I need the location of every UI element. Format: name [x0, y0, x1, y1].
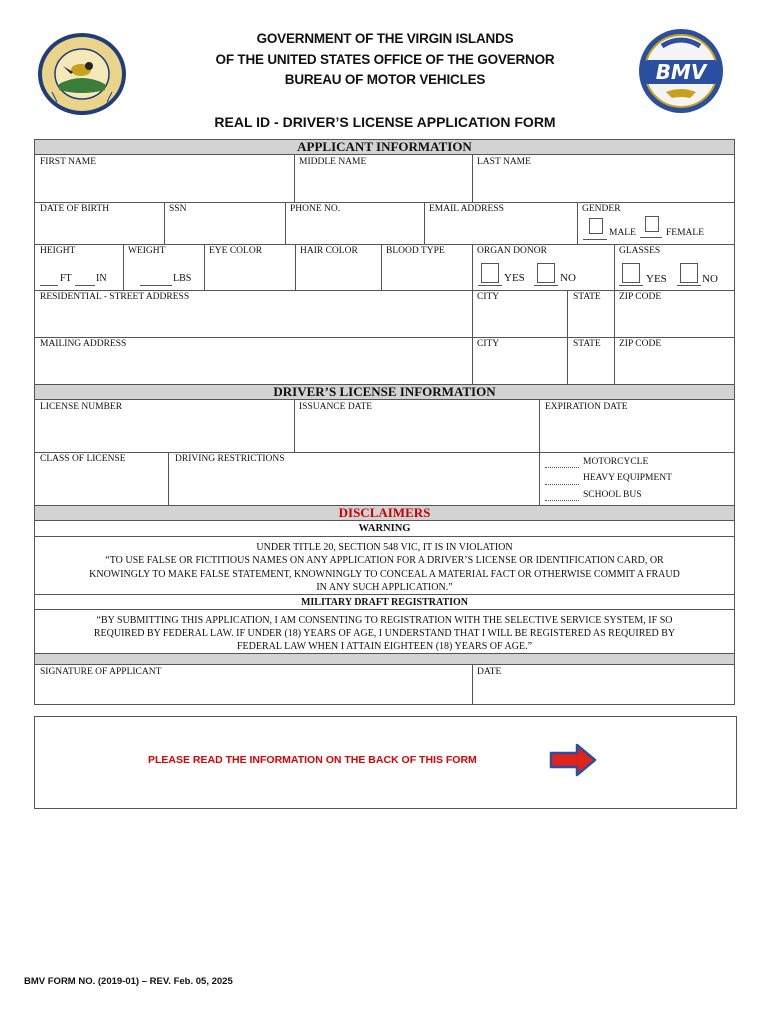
signature-label: SIGNATURE OF APPLICANT	[40, 667, 162, 677]
residential-state-label: STATE	[573, 292, 601, 302]
organ-donor-no-checkbox[interactable]	[537, 263, 555, 283]
warning-line-4: IN ANY SUCH APPLICATION.”	[316, 582, 453, 593]
school-bus-blank[interactable]	[545, 500, 579, 501]
male-checkbox[interactable]	[589, 218, 603, 234]
warning-line-2: “TO USE FALSE OR FICTITIOUS NAMES ON ANY APPLICATION FOR A DRIVER’S LICENSE OR IDENTIFICATION CARD, OR	[105, 555, 664, 566]
class-of-license-field[interactable]	[36, 467, 166, 503]
ssn-field[interactable]	[166, 216, 283, 242]
eye-color-label: EYE COLOR	[209, 246, 263, 256]
residential-address-field[interactable]	[36, 305, 470, 335]
school-bus-label: SCHOOL BUS	[583, 490, 642, 500]
issuance-date-field[interactable]	[296, 415, 537, 450]
header-line-3: BUREAU OF MOTOR VEHICLES	[284, 72, 486, 87]
motorcycle-label: MOTORCYCLE	[583, 457, 649, 467]
military-line-1: “BY SUBMITTING THIS APPLICATION, I AM CONSENTING TO REGISTRATION WITH THE SELECTIVE SERVICE SYSTEM, IF SO	[96, 615, 673, 626]
organ-donor-no-label: NO	[560, 272, 576, 284]
first-name-label: FIRST NAME	[40, 157, 97, 167]
class-of-license-label: CLASS OF LICENSE	[40, 454, 126, 464]
mailing-zip-label: ZIP CODE	[619, 339, 662, 349]
gender-label: GENDER	[582, 204, 621, 214]
military-line-2: REQUIRED BY FEDERAL LAW. IF UNDER (18) YEARS OF AGE, I UNDERSTAND THAT I WILL BE REGISTERED AS REQUIRED BY	[93, 628, 676, 639]
weight-field[interactable]	[140, 270, 172, 286]
middle-name-field[interactable]	[296, 170, 470, 200]
svg-text:BMV: BMV	[655, 60, 707, 84]
hair-color-label: HAIR COLOR	[300, 246, 358, 256]
last-name-field[interactable]	[474, 170, 732, 200]
dob-label: DATE OF BIRTH	[40, 204, 110, 214]
email-label: EMAIL ADDRESS	[429, 204, 504, 214]
disclaimers-section-header: DISCLAIMERS	[35, 505, 734, 521]
hair-color-field[interactable]	[297, 258, 379, 288]
header-line-1: GOVERNMENT OF THE VIRGIN ISLANDS	[256, 31, 514, 46]
driving-restrictions-label: DRIVING RESTRICTIONS	[175, 454, 285, 464]
issuance-date-label: ISSUANCE DATE	[299, 402, 373, 412]
phone-label: PHONE NO.	[290, 204, 341, 214]
heavy-equipment-label: HEAVY EQUIPMENT	[583, 473, 672, 483]
right-arrow-icon	[549, 743, 597, 777]
organ-donor-yes-checkbox[interactable]	[481, 263, 499, 283]
applicant-section-header: APPLICANT INFORMATION	[35, 139, 734, 155]
eye-color-field[interactable]	[206, 258, 293, 288]
mailing-address-field[interactable]	[36, 352, 470, 382]
mailing-address-label: MAILING ADDRESS	[40, 339, 127, 349]
header-line-2: OF THE UNITED STATES OFFICE OF THE GOVERNOR	[215, 52, 555, 67]
blood-type-label: BLOOD TYPE	[386, 246, 445, 256]
glasses-label: GLASSES	[619, 246, 661, 256]
residential-state-field[interactable]	[569, 305, 612, 335]
license-number-field[interactable]	[36, 415, 292, 450]
notice-text: PLEASE READ THE INFORMATION ON THE BACK OF THIS FORM	[148, 754, 477, 766]
expiration-date-label: EXPIRATION DATE	[545, 402, 628, 412]
email-field[interactable]	[426, 216, 575, 242]
signature-field[interactable]	[36, 679, 470, 703]
weight-label: WEIGHT	[128, 246, 166, 256]
warning-line-3: KNOWINGLY TO MAKE FALSE STATEMENT, KNOWNINGLY TO CONCEAL A MATERIAL FACT OR OTHERWISE COMMIT A FRAUD	[89, 569, 680, 580]
residential-zip-label: ZIP CODE	[619, 292, 662, 302]
mailing-city-label: CITY	[477, 339, 500, 349]
license-section-header: DRIVER’S LICENSE INFORMATION	[35, 384, 734, 400]
military-line-3: FEDERAL LAW WHEN I ATTAIN EIGHTEEN (18) YEARS OF AGE.”	[236, 641, 533, 652]
ft-label: FT	[60, 273, 72, 284]
phone-field[interactable]	[287, 216, 422, 242]
female-label: FEMALE	[666, 228, 704, 238]
license-number-label: LICENSE NUMBER	[40, 402, 123, 412]
residential-zip-field[interactable]	[616, 305, 732, 335]
form-number-footer: BMV FORM NO. (2019-01) – REV. Feb. 05, 2025	[24, 976, 233, 987]
glasses-yes-checkbox[interactable]	[622, 263, 640, 283]
residential-city-field[interactable]	[474, 305, 565, 335]
warning-line-1: UNDER TITLE 20, SECTION 548 VIC, IT IS IN VIOLATION	[256, 542, 513, 553]
motorcycle-blank[interactable]	[545, 467, 579, 468]
form-title: REAL ID - DRIVER’S LICENSE APPLICATION FORM	[214, 114, 556, 130]
female-checkbox[interactable]	[645, 216, 659, 232]
glasses-no-label: NO	[702, 273, 718, 285]
date-field[interactable]	[474, 679, 732, 703]
lbs-label: LBS	[173, 273, 192, 284]
driving-restrictions-field[interactable]	[170, 467, 537, 503]
mailing-state-field[interactable]	[569, 352, 612, 382]
organ-donor-label: ORGAN DONOR	[477, 246, 547, 256]
expiration-date-field[interactable]	[541, 415, 732, 450]
last-name-label: LAST NAME	[477, 157, 531, 167]
in-label: IN	[96, 273, 107, 284]
glasses-yes-label: YES	[646, 273, 667, 285]
mailing-zip-field[interactable]	[616, 352, 732, 382]
middle-name-label: MIDDLE NAME	[299, 157, 367, 167]
signature-divider	[35, 653, 734, 665]
height-field[interactable]	[40, 270, 110, 286]
residential-address-label: RESIDENTIAL - STREET ADDRESS	[40, 292, 190, 302]
blood-type-field[interactable]	[383, 258, 470, 288]
mailing-state-label: STATE	[573, 339, 601, 349]
first-name-field[interactable]	[36, 170, 292, 200]
glasses-no-checkbox[interactable]	[680, 263, 698, 283]
military-draft-heading: MILITARY DRAFT REGISTRATION	[300, 597, 469, 608]
mailing-city-field[interactable]	[474, 352, 565, 382]
date-label: DATE	[477, 667, 502, 677]
warning-heading: WARNING	[358, 523, 411, 534]
heavy-equipment-blank[interactable]	[545, 484, 579, 485]
height-label: HEIGHT	[40, 246, 76, 256]
residential-city-label: CITY	[477, 292, 500, 302]
dob-field[interactable]	[36, 216, 162, 242]
ssn-label: SSN	[169, 204, 187, 214]
male-label: MALE	[609, 228, 636, 238]
organ-donor-yes-label: YES	[504, 272, 525, 284]
